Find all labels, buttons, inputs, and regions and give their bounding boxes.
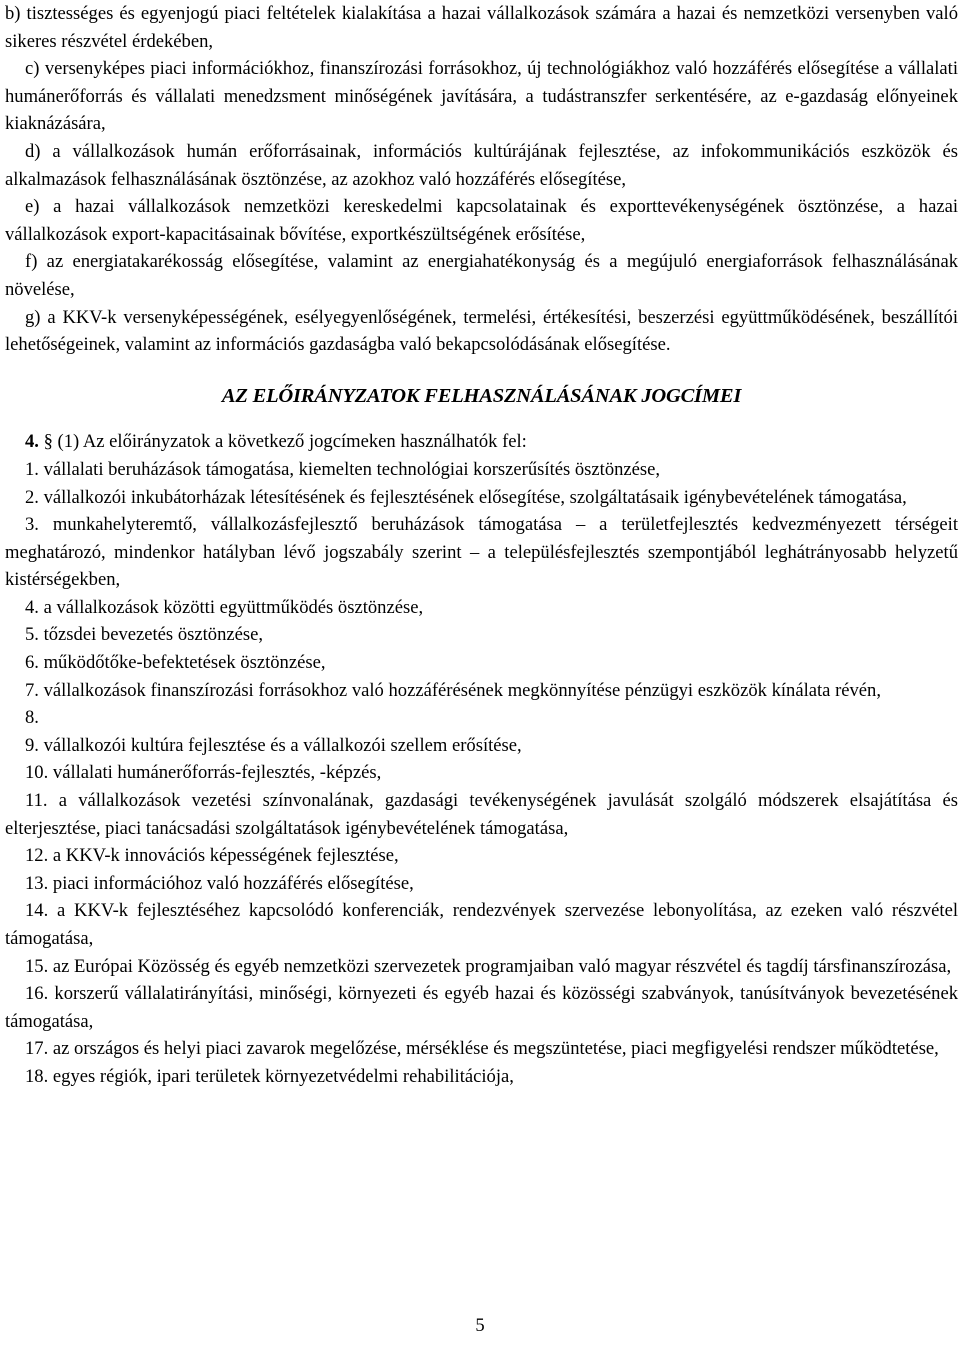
list-item-d: d) a vállalkozások humán erőforrásainak, információs kultúrájának fejlesztése, az infokommunikációs eszközök és alkalmazások felhasználásának ösztönzése, az azokhoz való hozzáférés elősegítése, bbox=[5, 140, 958, 190]
list-item-f: f) az energiatakarékosság elősegítése, valamint az energiahatékonyság és a megújuló energiaforrások felhasználásának növelése, bbox=[5, 251, 958, 300]
paragraph-lead bbox=[5, 428, 958, 456]
list-item-b: b) tisztességes és egyenjogú piaci feltételek kialakítása a hazai vállalkozások számára a hazai és nemzetközi versenyben való sikeres részvétel érdekében, bbox=[5, 3, 958, 52]
list-item: 13. piaci információhoz való hozzáférés elősegítése, bbox=[25, 872, 414, 894]
list-item: 14. a KKV-k fejlesztéséhez kapcsolódó konferenciák, rendezvények szervezése lebonyolítása, az ezeken való részvétel támogatása, bbox=[5, 900, 958, 949]
list-item-e: e) a hazai vállalkozások nemzetközi kereskedelmi kapcsolatainak és exporttevékenységének ösztönzése, a hazai vállalkozások export-kapacitásainak bővítése, exportkészültségének erősítése, bbox=[5, 196, 958, 245]
list-item: 1. vállalati beruházások támogatása, kiemelten technológiai korszerűsítés ösztönzése, bbox=[25, 458, 661, 480]
list-item: 10. vállalati humánerőforrás-fejlesztés, -képzés, bbox=[25, 762, 382, 784]
list-item: 11. a vállalkozások vezetési színvonalának, gazdasági tevékenységének javulását szolgáló módszerek elsajátítása és elterjesztése, piaci tanácsadási szolgáltatások igénybevételének támogatása, bbox=[5, 790, 958, 839]
page-number: 5 bbox=[475, 1315, 485, 1336]
paragraph-number: 4. bbox=[25, 431, 39, 453]
list-item: 8. bbox=[25, 707, 39, 729]
list-item: 15. az Európai Közösség és egyéb nemzetközi szervezetek programjaiban való magyar részvétel és tagdíj társfinanszírozása, bbox=[25, 955, 952, 977]
list-item: 12. a KKV-k innovációs képességének fejlesztése, bbox=[25, 845, 399, 867]
continuation-list bbox=[5, 0, 958, 359]
list-item: 16. korszerű vállalatirányítási, minőségi, környezeti és egyéb hazai és közösségi szabványok, tanúsítványok bevezetésének támogatása, bbox=[5, 983, 958, 1032]
section-heading: AZ ELŐIRÁNYZATOK FELHASZNÁLÁSÁNAK JOGCÍMEI bbox=[221, 384, 742, 407]
list-item: 7. vállalkozások finanszírozási forrásokhoz való hozzáférésének megkönnyítése pénzügyi eszközök kínálata révén, bbox=[25, 679, 882, 701]
list-item: 5. tőzsdei bevezetés ösztönzése, bbox=[25, 624, 264, 646]
document-page bbox=[5, 0, 958, 1091]
jogcim-list bbox=[5, 456, 958, 1091]
list-item: 18. egyes régiók, ipari területek környezetvédelmi rehabilitációja, bbox=[25, 1065, 514, 1087]
list-item-c: c) versenyképes piaci információkhoz, finanszírozási forrásokhoz, új technológiákhoz való hozzáférés elősegítése a vállalati humánerőforrás és vállalati menedzsment minőségének javítására, a tudástranszfer serkentésére, az e-gazdaság előnyeinek kiaknázására, bbox=[5, 58, 958, 135]
list-item-g: g) a KKV-k versenyképességének, esélyegyenlőségének, termelési, értékesítési, beszerzési együttműködésének, beszállítói lehetőségeinek, valamint az információs gazdaságba való bekapcsolódásának elősegítése. bbox=[5, 306, 958, 356]
list-item: 3. munkahelyteremtő, vállalkozásfejlesztő beruházások támogatása – a területfejlesztés kedvezményezett térségeit meghatározó, mindenkor hatályban lévő jogszabály szerint – a településfejlesztés szempontjából leghátrányosabb helyzetű kistérségekben, bbox=[5, 514, 958, 591]
list-item: 4. a vállalkozások közötti együttműködés ösztönzése, bbox=[25, 596, 424, 618]
list-item: 9. vállalkozói kultúra fejlesztése és a vállalkozói szellem erősítése, bbox=[25, 734, 522, 756]
list-item: 17. az országos és helyi piaci zavarok megelőzése, mérséklése és megszüntetése, piaci megfigyelési rendszer működtetése, bbox=[25, 1038, 939, 1060]
list-item: 6. működőtőke-befektetések ösztönzése, bbox=[25, 652, 326, 674]
list-item: 2. vállalkozói inkubátorházak létesítésének és fejlesztésének elősegítése, szolgáltatásaik igénybevételének támogatása, bbox=[25, 486, 907, 508]
paragraph-lead-text: § (1) Az előirányzatok a következő jogcímeken használhatók fel: bbox=[38, 431, 527, 453]
